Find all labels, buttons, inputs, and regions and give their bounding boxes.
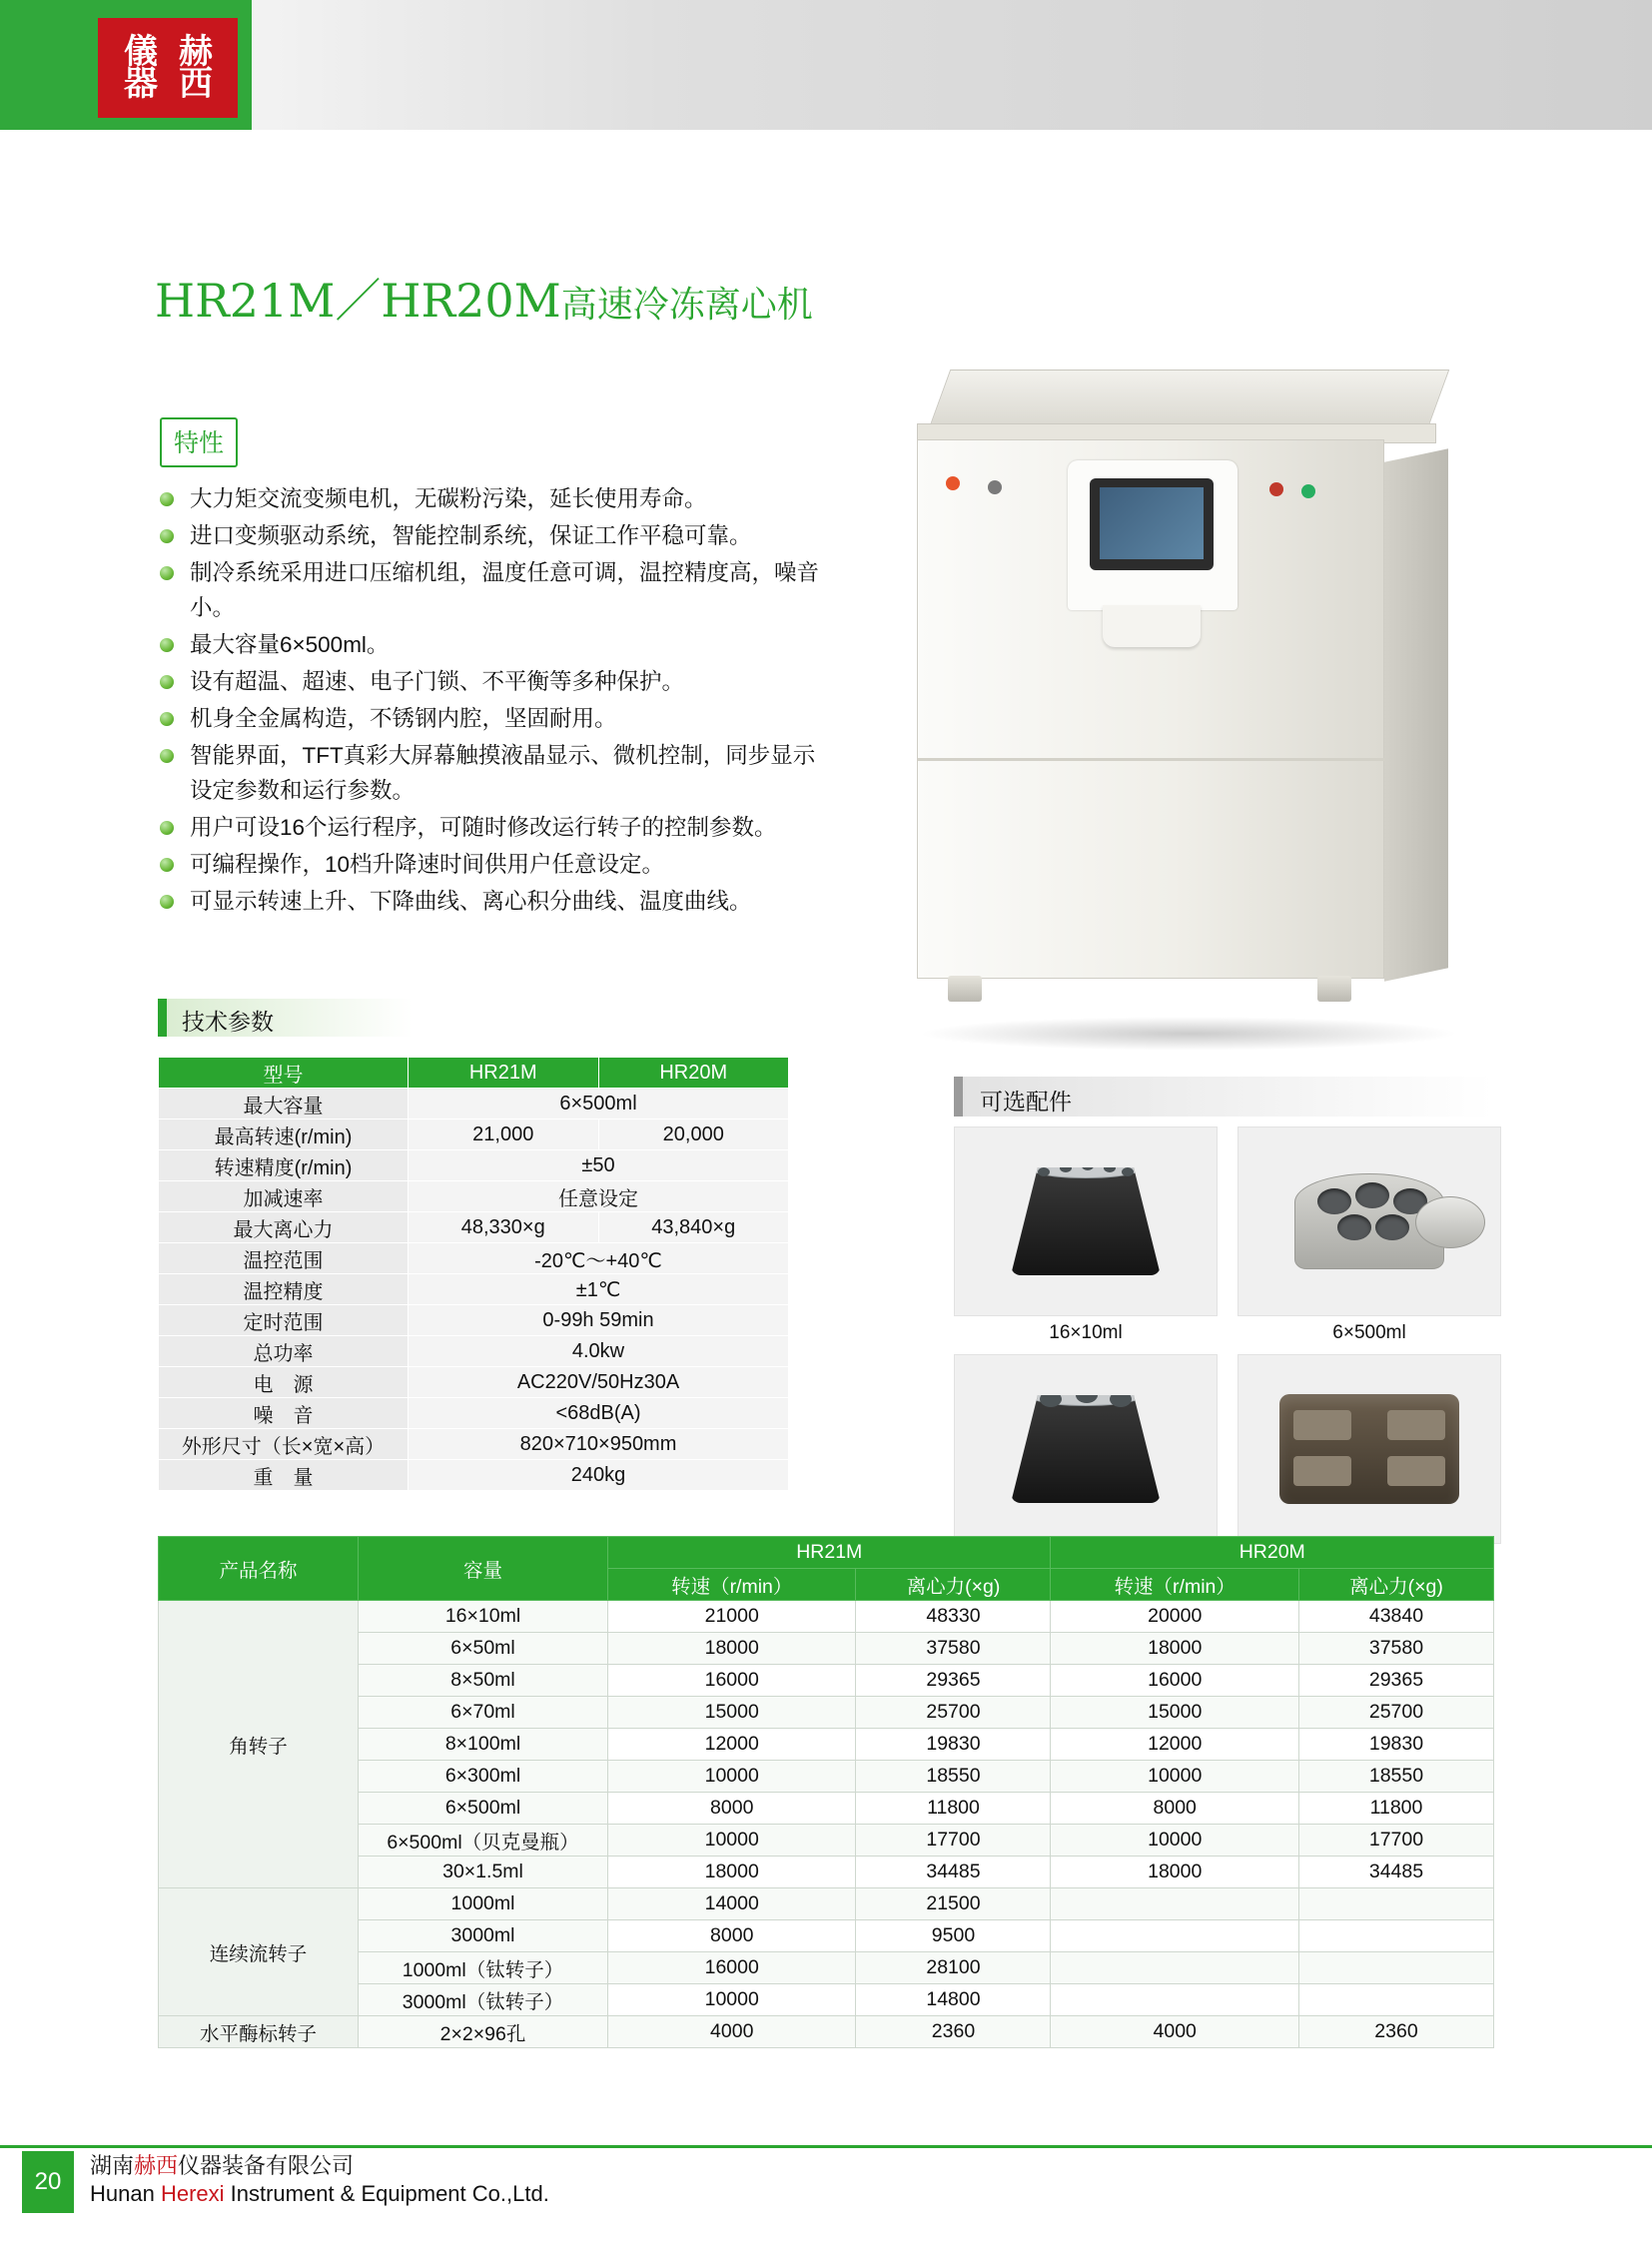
spec-label: 噪 音 [159,1398,409,1429]
spec-table [158,1057,789,1491]
spec-label: 外形尺寸（长×宽×高） [159,1429,409,1460]
accessories-heading-text: 可选配件 [980,1089,1072,1115]
footer-en-part2: Instrument & Equipment Co.,Ltd. [224,2181,549,2206]
rotor-data-table [158,1536,1494,2048]
cell-rcf-1: 19830 [856,1729,1051,1761]
spec-value: <68dB(A) [409,1398,789,1429]
bullet-icon [160,566,174,580]
table-row [159,1920,1494,1952]
footer-company-en [90,2181,549,2207]
spec-value: 4.0kw [409,1336,789,1367]
feature-text: 智能界面，TFT真彩大屏幕触摸液晶显示、微机控制，同步显示设定参数和运行参数。 [190,743,816,803]
list-item [160,847,819,882]
machine-lid [928,370,1450,431]
spec-label: 最高转速(r/min) [159,1120,409,1150]
spec-value: 48,330×g [409,1212,599,1243]
col-capacity: 容量 [359,1537,608,1601]
table-row [159,1212,789,1243]
cell-rcf-1: 11800 [856,1793,1051,1825]
spec-label: 温控精度 [159,1274,409,1305]
logo-char-3: 器 [124,64,157,104]
cell-capacity: 2×2×96孔 [359,2016,608,2048]
cell-speed-2: 15000 [1051,1697,1298,1729]
indicator-led-3 [1269,482,1283,496]
page-title [155,265,813,331]
cell-rcf-1: 21500 [856,1888,1051,1920]
cell-rcf-2: 37580 [1298,1633,1493,1665]
machine-foot-right [1317,976,1351,1002]
table-row [159,1089,789,1120]
spec-value: 43,840×g [598,1212,789,1243]
col-rcf-hr20m: 离心力(×g) [1298,1569,1493,1601]
cell-speed-1: 10000 [608,1825,856,1857]
list-item [160,627,819,662]
table-row [159,1857,1494,1888]
list-item [160,555,819,625]
machine-seam [918,758,1385,761]
cell-speed-1: 16000 [608,1952,856,1984]
table-row [159,1120,789,1150]
cell-capacity: 6×70ml [359,1697,608,1729]
cell-rcf-2: 25700 [1298,1697,1493,1729]
spec-value: 任意设定 [409,1181,789,1212]
cell-speed-1: 16000 [608,1665,856,1697]
feature-text: 最大容量6×500ml。 [190,632,390,657]
tech-params-heading [158,999,413,1037]
table-row [159,1429,789,1460]
cell-speed-1: 4000 [608,2016,856,2048]
bullet-icon [160,895,174,909]
indicator-led-2 [988,480,1002,494]
table-row [159,1243,789,1274]
feature-text: 设有超温、超速、电子门锁、不平衡等多种保护。 [190,669,685,694]
table-row [159,1825,1494,1857]
list-item [160,738,819,808]
spec-label: 转速精度(r/min) [159,1150,409,1181]
cell-capacity: 3000ml（钛转子） [359,1984,608,2016]
bullet-icon [160,858,174,872]
cell-capacity: 1000ml（钛转子） [359,1952,608,1984]
table-header-row [159,1537,1494,1569]
spec-label: 最大离心力 [159,1212,409,1243]
spec-label: 总功率 [159,1336,409,1367]
cell-capacity: 1000ml [359,1888,608,1920]
logo-char-4: 西 [179,64,212,104]
footer-cn-brand: 赫西 [134,2153,179,2178]
product-image [879,360,1498,1059]
cell-rcf-1: 28100 [856,1952,1051,1984]
cell-capacity: 6×300ml [359,1761,608,1793]
table-row [159,1367,789,1398]
page-title-model: HR21M／HR20M [155,274,561,328]
cell-speed-2-empty [1051,1984,1298,2016]
bullet-icon [160,638,174,652]
spec-label: 重 量 [159,1460,409,1491]
footer-cn-part2: 仪器装备有限公司 [178,2153,355,2178]
tech-params-accent-bar [158,999,167,1037]
cell-capacity: 6×500ml [359,1793,608,1825]
spec-value: 240kg [409,1460,789,1491]
footer-divider [0,2145,1652,2148]
accessories-accent-bar [954,1077,963,1117]
cell-speed-1: 10000 [608,1984,856,2016]
feature-text: 机身全金属构造，不锈钢内腔，坚固耐用。 [190,706,617,731]
list-item [160,518,819,553]
cell-capacity: 8×50ml [359,1665,608,1697]
table-row [159,1984,1494,2016]
spec-label: 定时范围 [159,1305,409,1336]
cell-speed-1: 18000 [608,1857,856,1888]
cell-rcf-1: 18550 [856,1761,1051,1793]
table-row [159,1761,1494,1793]
bucket-lid-icon [1415,1196,1485,1248]
accessory-image-2 [1238,1126,1501,1316]
cell-capacity: 3000ml [359,1920,608,1952]
cell-rcf-2: 18550 [1298,1761,1493,1793]
bullet-icon [160,821,174,835]
cell-speed-2: 18000 [1051,1857,1298,1888]
table-row [159,1305,789,1336]
cell-rcf-1: 9500 [856,1920,1051,1952]
footer-company-cn [90,2149,354,2180]
angle-rotor-small-icon [1011,1395,1161,1503]
cell-capacity: 6×50ml [359,1633,608,1665]
group-name-microplate-rotor: 水平酶标转子 [159,2016,359,2048]
machine-side-panel [1384,448,1448,982]
feature-text: 制冷系统采用进口压缩机组，温度任意可调，温控精度高，噪音小。 [190,560,820,620]
swing-bucket-icon [1294,1173,1444,1269]
accessories-heading [954,1077,1493,1117]
features-tag: 特性 [160,417,238,467]
list-item [160,884,819,919]
spec-value: 20,000 [598,1120,789,1150]
bullet-icon [160,712,174,726]
bullet-icon [160,675,174,689]
cell-rcf-1: 34485 [856,1857,1051,1888]
features-list [160,481,819,921]
spec-label: 电 源 [159,1367,409,1398]
table-row [159,1336,789,1367]
accessory-label-2: 6×500ml [1332,1322,1406,1343]
indicator-led-4 [1301,484,1315,498]
table-row [159,1274,789,1305]
display-screen-content [1100,487,1204,559]
feature-text: 用户可设16个运行程序，可随时修改运行转子的控制参数。 [190,815,777,840]
bullet-icon [160,529,174,543]
cell-speed-1: 18000 [608,1633,856,1665]
cell-speed-2-empty [1051,1888,1298,1920]
bullet-icon [160,749,174,763]
machine-foot-left [948,976,982,1002]
spec-value: 6×500ml [409,1089,789,1120]
table-row [159,1398,789,1429]
logo-char-1: 儀 [124,31,157,72]
logo-char-2: 赫 [179,31,212,72]
footer-en-brand: Herexi [160,2181,225,2206]
cell-rcf-2: 19830 [1298,1729,1493,1761]
cell-rcf-2-empty [1298,1920,1493,1952]
cell-capacity: 16×10ml [359,1601,608,1633]
cell-capacity: 30×1.5ml [359,1857,608,1888]
list-item [160,481,819,516]
cell-speed-1: 21000 [608,1601,856,1633]
cell-speed-2-empty [1051,1920,1298,1952]
page-header [0,0,1652,130]
cell-speed-1: 10000 [608,1761,856,1793]
spec-col-model: 型号 [159,1058,409,1089]
cell-rcf-2: 2360 [1298,2016,1493,2048]
footer-en-part1: Hunan [90,2181,161,2206]
table-row [159,1665,1494,1697]
page-number: 20 [22,2151,74,2213]
cell-speed-2: 10000 [1051,1761,1298,1793]
group-name-angle-rotor: 角转子 [159,1601,359,1888]
machine-body [917,439,1384,979]
cell-speed-2: 4000 [1051,2016,1298,2048]
cell-speed-2: 16000 [1051,1665,1298,1697]
cell-rcf-2-empty [1298,1984,1493,2016]
cell-speed-1: 8000 [608,1920,856,1952]
col-model-hr20m: HR20M [1051,1537,1494,1569]
accessory-image-1 [954,1126,1218,1316]
cell-rcf-1: 29365 [856,1665,1051,1697]
table-row [159,1729,1494,1761]
table-row [159,1601,1494,1633]
spec-value: -20℃～+40℃ [409,1243,789,1274]
page-title-suffix: 高速冷冻离心机 [560,285,813,326]
table-row [159,1888,1494,1920]
accessory-image-3 [954,1354,1218,1544]
angle-rotor-icon [1011,1167,1161,1275]
list-item [160,664,819,699]
cell-capacity: 6×500ml（贝克曼瓶） [359,1825,608,1857]
cell-rcf-1: 2360 [856,2016,1051,2048]
col-speed-hr21m: 转速（r/min） [608,1569,856,1601]
cell-rcf-2-empty [1298,1888,1493,1920]
table-row [159,1793,1494,1825]
cell-speed-2: 8000 [1051,1793,1298,1825]
indicator-led-1 [946,476,960,490]
cell-speed-2-empty [1051,1952,1298,1984]
spec-col-hr21m: HR21M [409,1058,599,1089]
table-row [159,1697,1494,1729]
cell-rcf-1: 48330 [856,1601,1051,1633]
cell-speed-1: 14000 [608,1888,856,1920]
logo-seal-characters [113,31,223,104]
cell-rcf-2: 17700 [1298,1825,1493,1857]
cell-speed-2: 20000 [1051,1601,1298,1633]
cell-speed-1: 15000 [608,1697,856,1729]
company-logo [98,18,238,118]
cell-rcf-1: 17700 [856,1825,1051,1857]
col-speed-hr20m: 转速（r/min） [1051,1569,1298,1601]
spec-label: 温控范围 [159,1243,409,1274]
table-row [159,1460,789,1491]
accessory-image-4 [1238,1354,1501,1544]
cell-rcf-2-empty [1298,1952,1493,1984]
cell-speed-1: 8000 [608,1793,856,1825]
spec-value: ±50 [409,1150,789,1181]
rotor-holes-icon [1034,1391,1138,1403]
spec-col-hr20m: HR20M [598,1058,789,1089]
spec-value: ±1℃ [409,1274,789,1305]
list-item [160,810,819,845]
spec-value: 0-99h 59min [409,1305,789,1336]
feature-text: 进口变频驱动系统，智能控制系统，保证工作平稳可靠。 [190,523,752,548]
door-handle [1103,605,1201,647]
feature-text: 可显示转速上升、下降曲线、离心积分曲线、温度曲线。 [190,889,752,914]
table-row [159,1633,1494,1665]
table-header-row [159,1058,789,1089]
footer-cn-part1: 湖南 [90,2153,135,2178]
cell-rcf-1: 14800 [856,1984,1051,2016]
spec-label: 最大容量 [159,1089,409,1120]
tech-params-heading-text: 技术参数 [182,1009,274,1035]
cell-speed-1: 12000 [608,1729,856,1761]
feature-text: 可编程操作，10档升降速时间供用户任意设定。 [190,852,665,877]
cell-rcf-2: 34485 [1298,1857,1493,1888]
cell-rcf-2: 11800 [1298,1793,1493,1825]
cell-rcf-1: 25700 [856,1697,1051,1729]
group-name-continuous-flow: 连续流转子 [159,1888,359,2016]
col-rcf-hr21m: 离心力(×g) [856,1569,1051,1601]
spec-label: 加减速率 [159,1181,409,1212]
display-screen [1090,478,1214,570]
spec-value: 21,000 [409,1120,599,1150]
bullet-icon [160,492,174,506]
rotor-holes-icon [1034,1163,1138,1175]
table-row [159,1150,789,1181]
accessory-label-1: 16×10ml [1049,1322,1123,1343]
list-item [160,701,819,736]
col-product-name: 产品名称 [159,1537,359,1601]
table-row [159,1952,1494,1984]
microplate-rotor-icon [1279,1394,1459,1504]
cell-rcf-2: 43840 [1298,1601,1493,1633]
feature-text: 大力矩交流变频电机，无碳粉污染，延长使用寿命。 [190,486,707,511]
cell-speed-2: 10000 [1051,1825,1298,1857]
cell-speed-2: 18000 [1051,1633,1298,1665]
table-row [159,1181,789,1212]
cell-rcf-2: 29365 [1298,1665,1493,1697]
control-panel [1068,460,1238,610]
table-row [159,2016,1494,2048]
cell-speed-2: 12000 [1051,1729,1298,1761]
product-shadow [919,1017,1458,1051]
col-model-hr21m: HR21M [608,1537,1051,1569]
cell-capacity: 8×100ml [359,1729,608,1761]
spec-value: 820×710×950mm [409,1429,789,1460]
spec-value: AC220V/50Hz30A [409,1367,789,1398]
cell-rcf-1: 37580 [856,1633,1051,1665]
